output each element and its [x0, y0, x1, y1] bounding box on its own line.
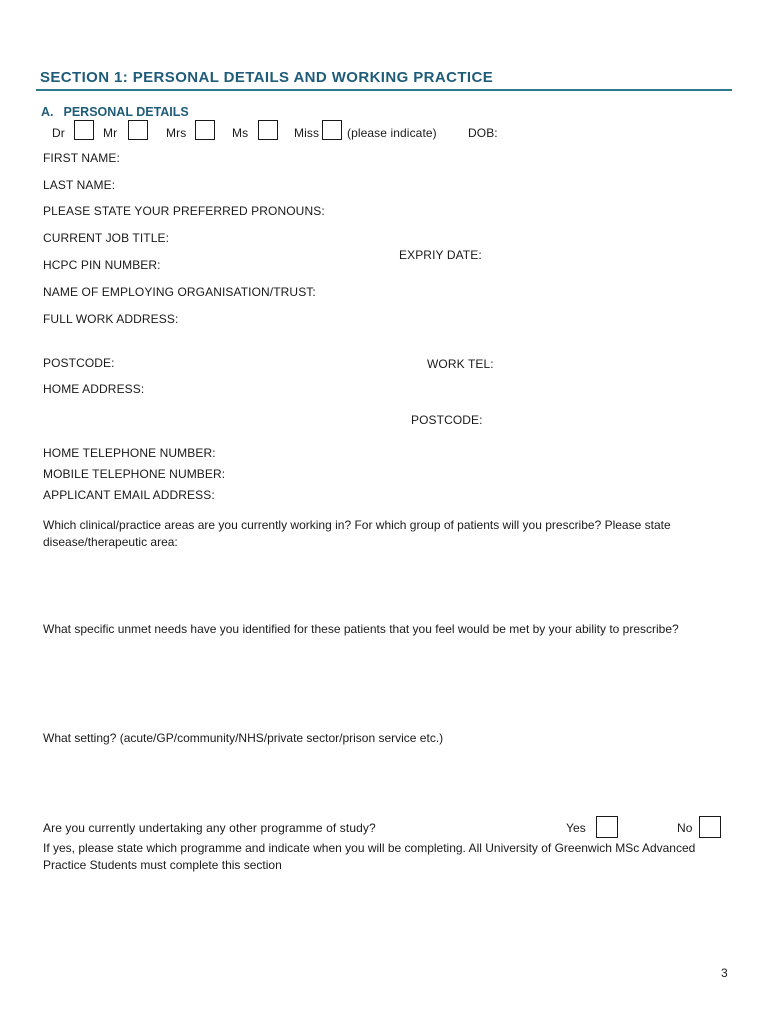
title-dr-label: Dr: [52, 126, 65, 140]
home-telephone-label: HOME TELEPHONE NUMBER:: [43, 446, 216, 460]
title-mr-label: Mr: [103, 126, 118, 140]
work-address-label: FULL WORK ADDRESS:: [43, 312, 179, 326]
last-name-label: LAST NAME:: [43, 178, 116, 192]
title-dr-checkbox[interactable]: [74, 120, 94, 140]
pronouns-label: PLEASE STATE YOUR PREFERRED PRONOUNS:: [43, 204, 325, 218]
work-tel-label: WORK TEL:: [427, 357, 494, 371]
work-postcode-label: POSTCODE:: [43, 356, 115, 370]
title-mr-checkbox[interactable]: [128, 120, 148, 140]
question-setting: What setting? (acute/GP/community/NHS/private sector/prison service etc.): [43, 731, 444, 745]
expiry-date-label: EXPRIY DATE:: [399, 248, 482, 262]
job-title-label: CURRENT JOB TITLE:: [43, 231, 170, 245]
employer-label: NAME OF EMPLOYING ORGANISATION/TRUST:: [43, 285, 316, 299]
section-rule: [36, 89, 732, 91]
email-label: APPLICANT EMAIL ADDRESS:: [43, 488, 215, 502]
title-note: (please indicate): [347, 126, 437, 140]
question-practice-areas: Which clinical/practice areas are you currently working in? For which group of patients will you prescribe? Please state disease/therapeutic area:: [43, 518, 671, 549]
subsection-title: PERSONAL DETAILS: [63, 105, 189, 119]
yes-checkbox[interactable]: [596, 816, 618, 838]
no-label: No: [677, 821, 693, 835]
title-ms-label: Ms: [232, 126, 249, 140]
question-other-study: Are you currently undertaking any other programme of study?: [43, 821, 376, 835]
subsection-number: A.: [41, 105, 54, 119]
section-title: SECTION 1: PERSONAL DETAILS AND WORKING PRACTICE: [40, 69, 494, 86]
question-unmet-needs: What specific unmet needs have you identified for these patients that you feel would be met by your ability to prescribe?: [43, 622, 679, 636]
title-mrs-label: Mrs: [166, 126, 187, 140]
no-checkbox[interactable]: [699, 816, 721, 838]
subsection-heading: [41, 105, 189, 119]
title-miss-label: Miss: [294, 126, 320, 140]
other-study-note: If yes, please state which programme and indicate when you will be completing. All University of Greenwich MSc Advanced Practice Students must complete this section: [43, 841, 696, 872]
page-number: 3: [721, 966, 728, 980]
mobile-telephone-label: MOBILE TELEPHONE NUMBER:: [43, 467, 226, 481]
home-address-label: HOME ADDRESS:: [43, 382, 145, 396]
title-miss-checkbox[interactable]: [322, 120, 342, 140]
hcpc-pin-label: HCPC PIN NUMBER:: [43, 258, 161, 272]
home-postcode-label: POSTCODE:: [411, 413, 483, 427]
yes-label: Yes: [566, 821, 586, 835]
title-mrs-checkbox[interactable]: [195, 120, 215, 140]
dob-label: DOB:: [468, 126, 498, 140]
first-name-label: FIRST NAME:: [43, 151, 120, 165]
title-ms-checkbox[interactable]: [258, 120, 278, 140]
